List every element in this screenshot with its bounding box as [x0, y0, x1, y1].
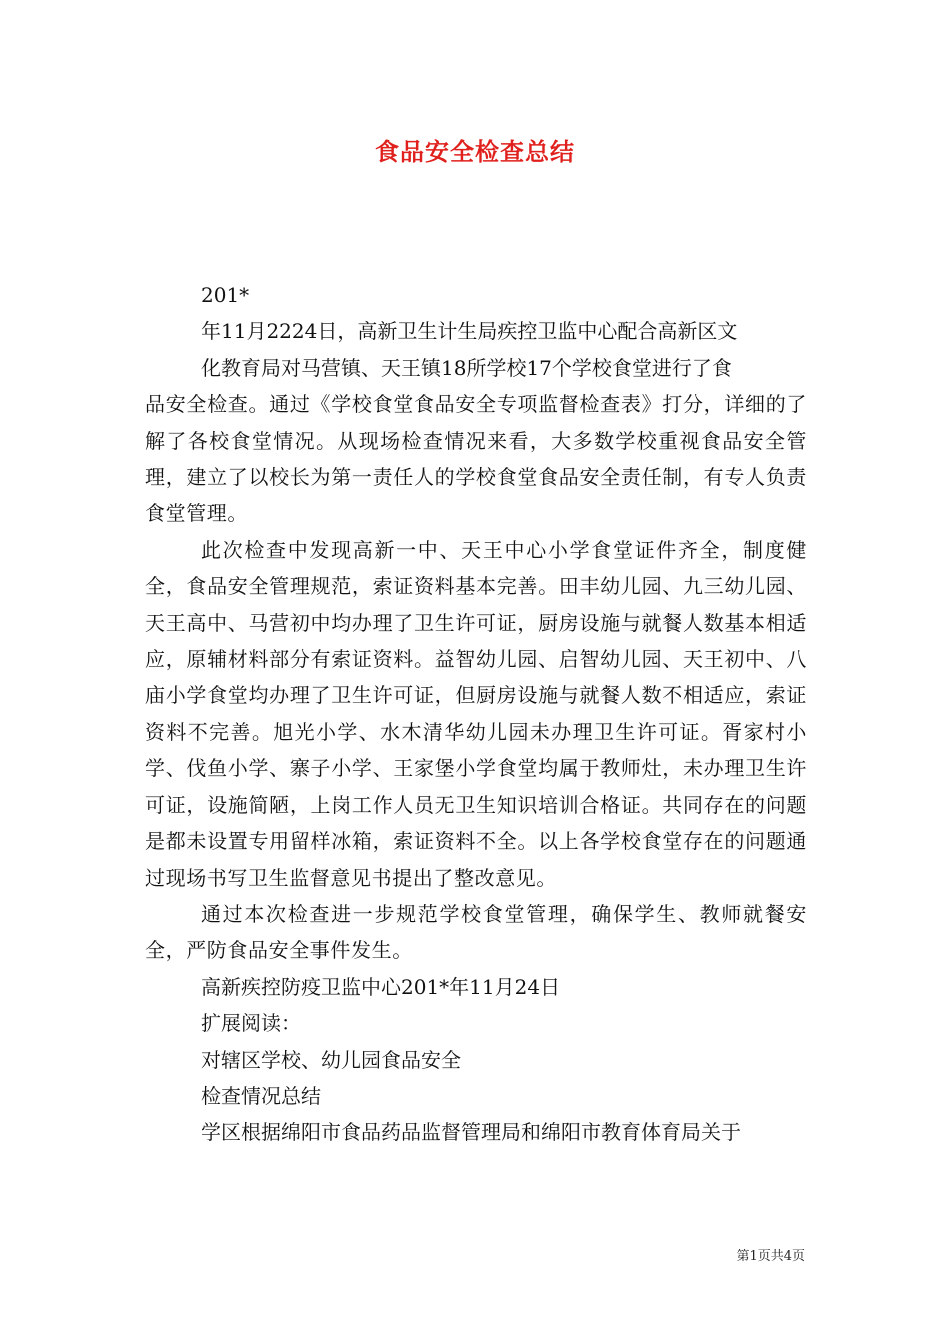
page-indicator: 第1页共4页 [736, 1249, 805, 1264]
paragraph-3: 通过本次检查进一步规范学校食堂管理，确保学生、教师就餐安全，严防食品安全事件发生。 [145, 901, 807, 963]
extended-reading-label: 扩展阅读： [201, 1011, 301, 1036]
document-title: 食品安全检查总结 [375, 137, 575, 166]
document-body [145, 277, 807, 1151]
paragraph-1-first-line: 化教育局对马营镇、天王镇18所学校17个学校食堂进行了食 [201, 355, 732, 380]
extended-title-line-2: 检查情况总结 [201, 1083, 321, 1108]
extended-intro-line: 学区根据绵阳市食品药品监督管理局和绵阳市教育体育局关于 [201, 1120, 741, 1145]
paragraph-1-rest: 品安全检查。通过《学校食堂食品安全专项监督检查表》打分，详细的了解了各校食堂情况。从现场检查情况来看，大多数学校重视食品安全管理，建立了以校长为第一责任人的学校食堂食品安全责任制，有专人负责食堂管理。 [145, 392, 807, 526]
year-fragment: 201* [201, 283, 250, 307]
paragraph-2: 此次检查中发现高新一中、天王中心小学食堂证件齐全，制度健全，食品安全管理规范，索证资料基本完善。田丰幼儿园、九三幼儿园、天王高中、马营初中均办理了卫生许可证，厨房设施与就餐人数基本相适应，原辅材料部分有索证资料。益智幼儿园、启智幼儿园、天王初中、八庙小学食堂均办理了卫生许可证，但厨房设施与就餐人数不相适应，索证资料不完善。旭光小学、水木清华幼儿园未办理卫生许可证。胥家村小学、伐鱼小学、寨子小学、王家堡小学食堂均属于教师灶，未办理卫生许可证，设施简陋，上岗工作人员无卫生知识培训合格证。共同存在的问题是都未设置专用留样冰箱，索证资料不全。以上各学校食堂存在的问题通过现场书写卫生监督意见书提出了整改意见。 [145, 537, 807, 890]
date-line: 年11月2224日，高新卫生计生局疾控卫监中心配合高新区文 [201, 319, 738, 344]
signature-line: 高新疾控防疫卫监中心201*年11月24日 [201, 974, 561, 999]
extended-title-line-1: 对辖区学校、幼儿园食品安全 [201, 1047, 461, 1072]
